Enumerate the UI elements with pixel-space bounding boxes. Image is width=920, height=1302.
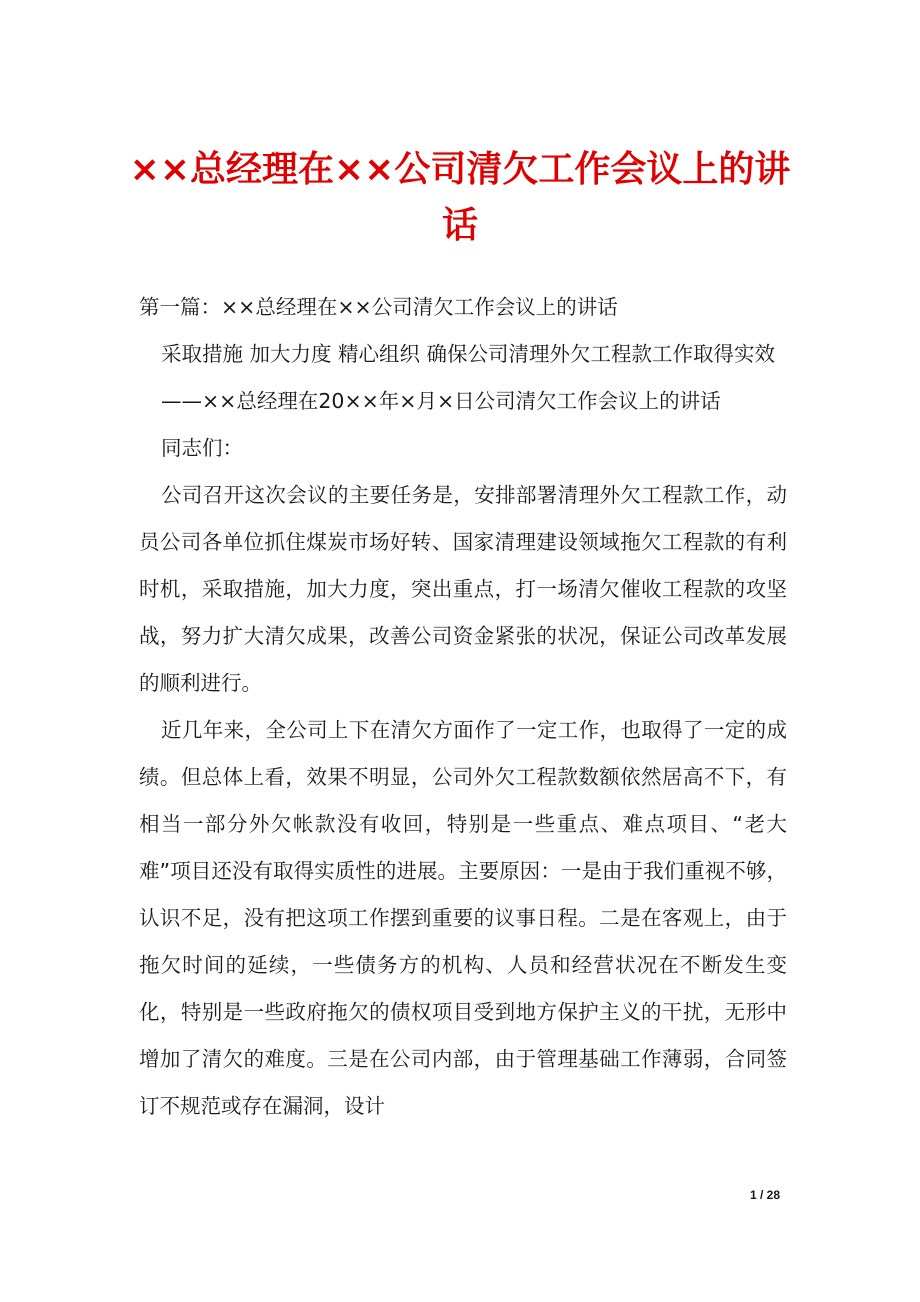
salutation: 同志们： xyxy=(161,436,243,460)
speech-byline: ——××总经理在20××年×月×日公司清欠工作会议上的讲话 xyxy=(161,389,721,413)
speech-subject: 采取措施 加大力度 精心组织 确保公司清理外欠工程款工作取得实效 xyxy=(161,342,776,366)
document-body xyxy=(139,284,787,1130)
body-paragraph: 公司召开这次会议的主要任务是，安排部署清理外欠工程款工作，动员公司各单位抓住煤炭市场好转、国家清理建设领域拖欠工程款的有利时机，采取措施，加大力度，突出重点，打一场清欠催收工程款的攻坚战，努力扩大清欠成果，改善公司资金紧张的状况，保证公司改革发展的顺利进行。 xyxy=(139,483,787,695)
page-number: 1 / 28 xyxy=(749,1188,780,1202)
body-paragraph: 近几年来，全公司上下在清欠方面作了一定工作，也取得了一定的成绩。但总体上看，效果不明显，公司外欠工程款数额依然居高不下，有相当一部分外欠帐款没有收回，特别是一些重点、难点项目、“老大难”项目还没有取得实质性的进展。主要原因：一是由于我们重视不够，认识不足，没有把这项工作摆到重要的议事日程。二是在客观上，由于拖欠时间的延续，一些债务方的机构、人员和经营状况在不断发生变化，特别是一些政府拖欠的债权项目受到地方保护主义的干扰，无形中增加了清欠的难度。三是在公司内部，由于管理基础工作薄弱，合同签订不规范或存在漏洞，设计 xyxy=(139,718,787,1118)
section-heading: 第一篇：××总经理在××公司清欠工作会议上的讲话 xyxy=(139,295,618,319)
document-title: ××总经理在××公司清欠工作会议上的讲话 xyxy=(129,149,791,246)
